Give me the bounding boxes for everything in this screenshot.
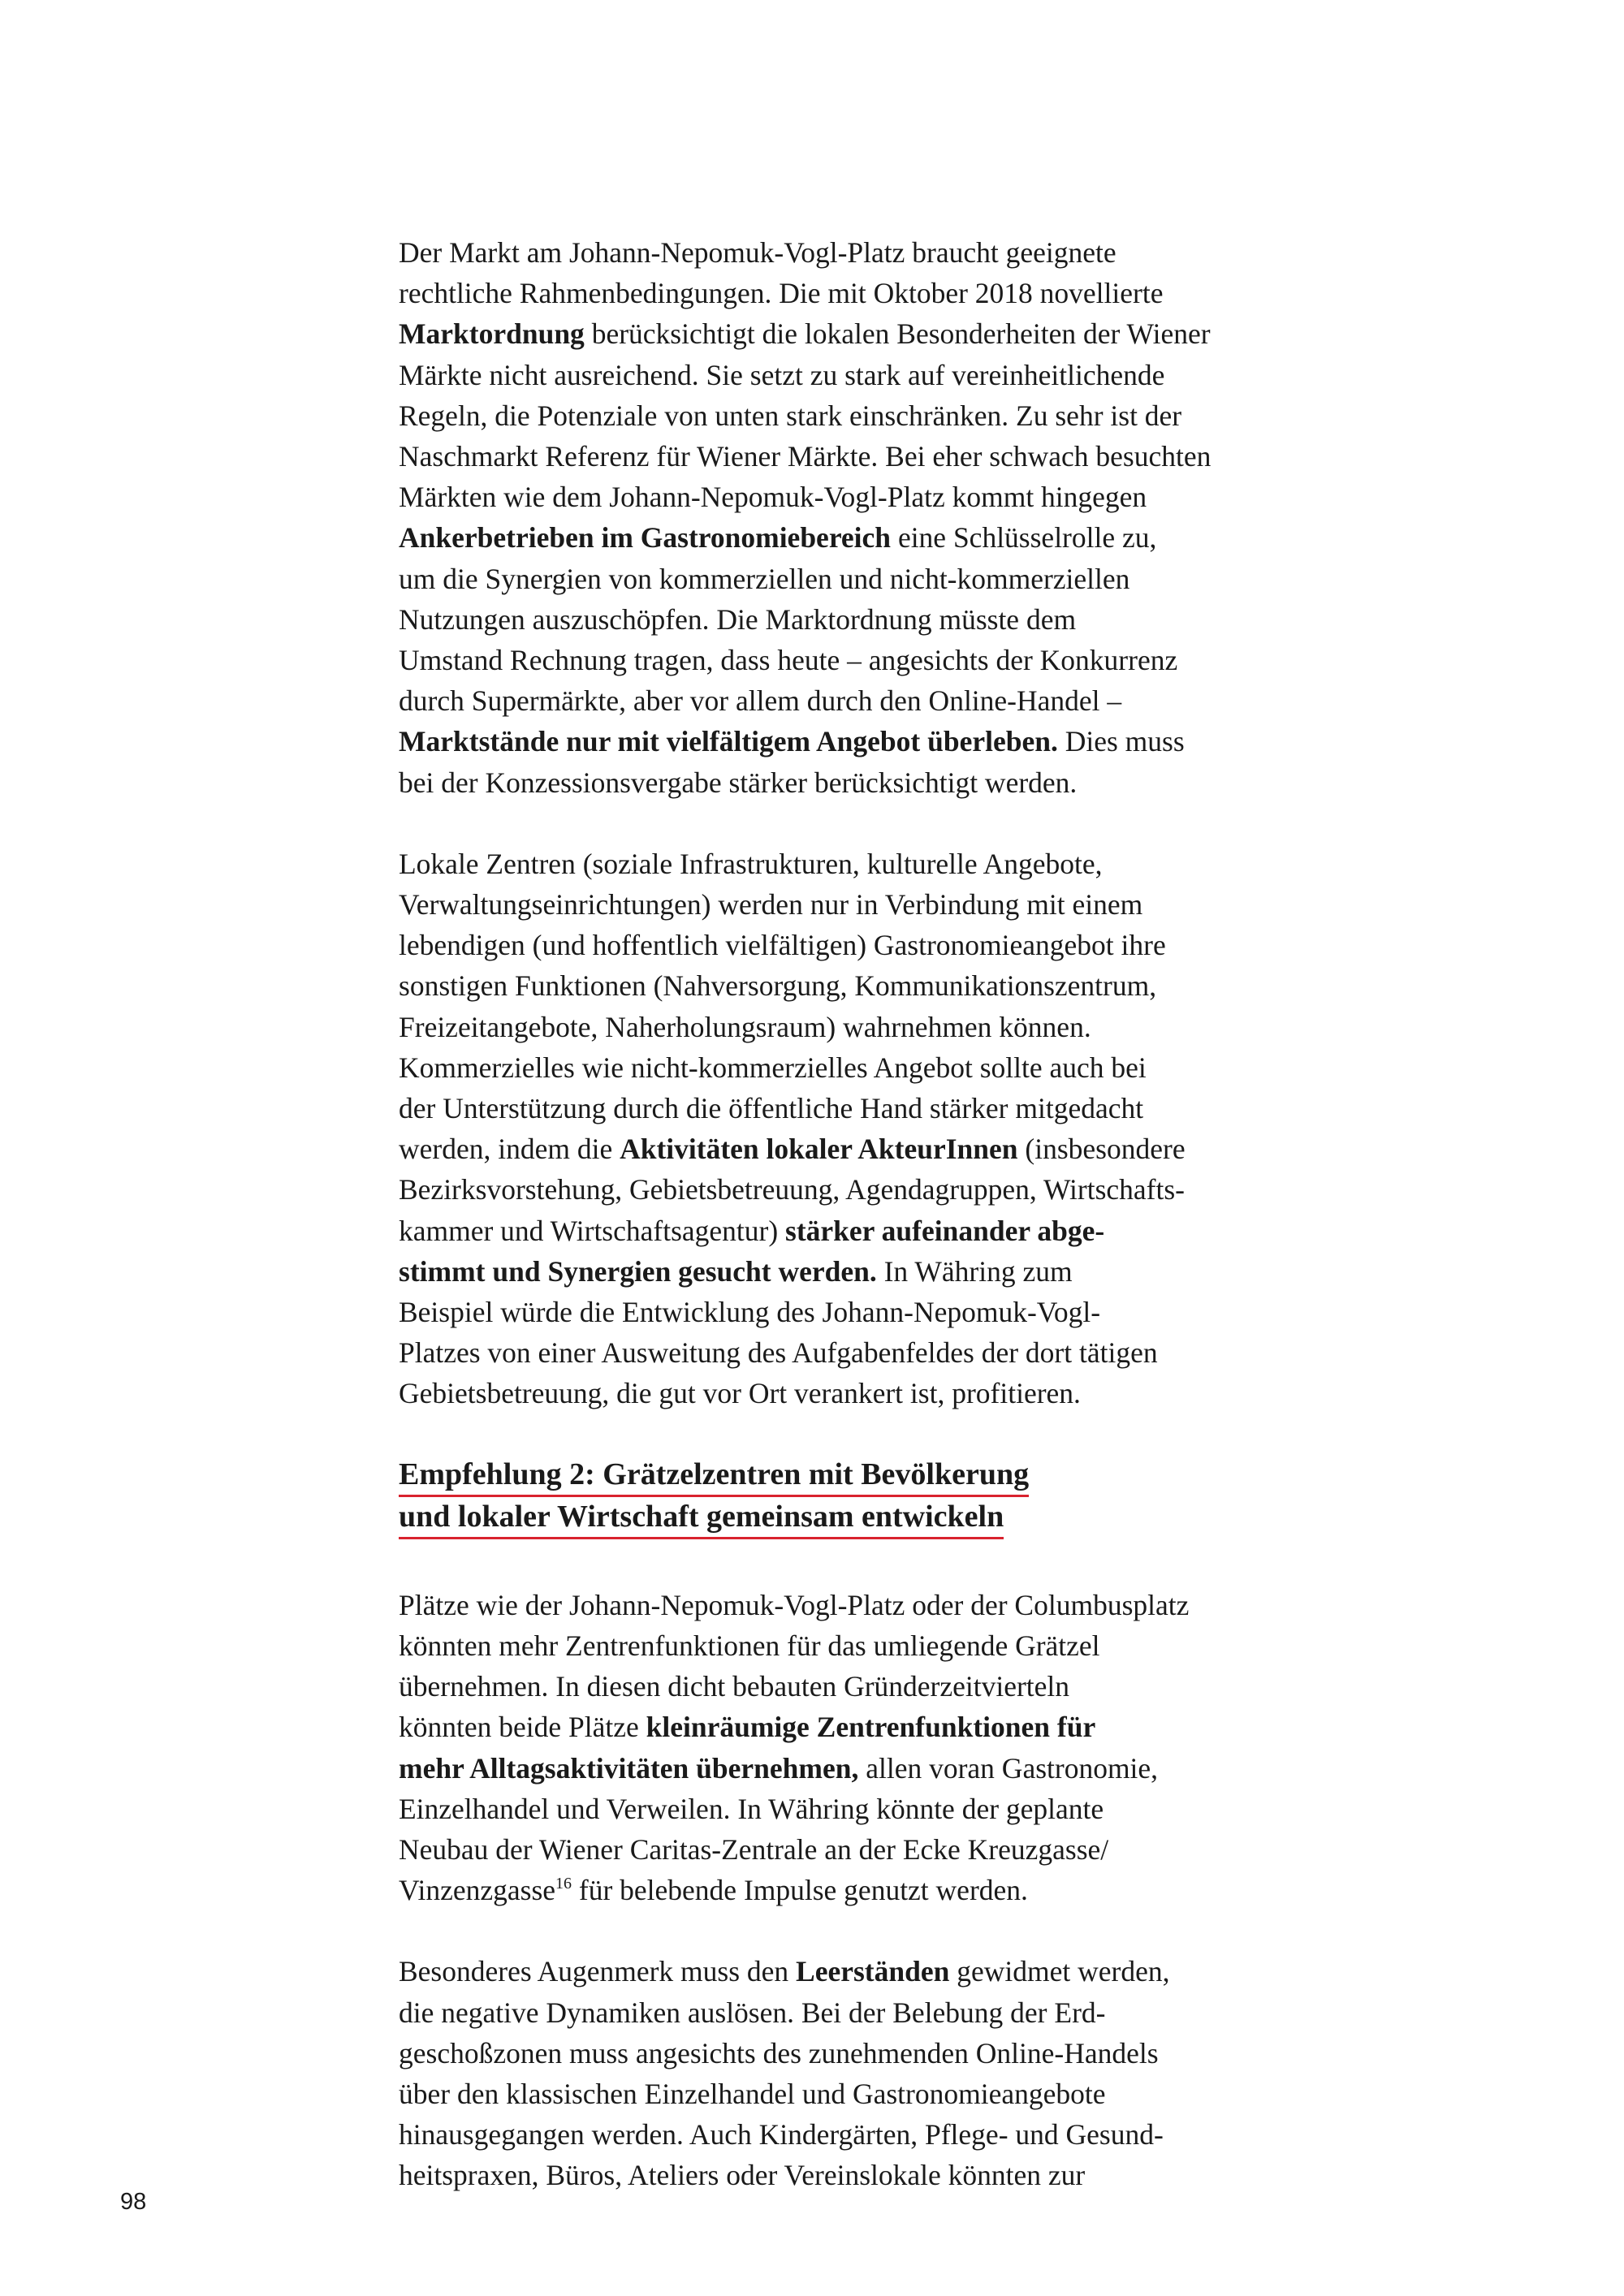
text-line: Märkte nicht ausreichend. Sie setzt zu stark auf vereinheitlichende: [399, 358, 1165, 391]
text-line: kammer und Wirtschaftsagentur) stärker aufeinander abge-: [399, 1214, 1105, 1247]
text-line: Ankerbetrieben im Gastronomiebereich eine Schlüsselrolle zu,: [399, 521, 1157, 555]
bold-term: kleinräumige Zentrenfunktionen für: [646, 1711, 1096, 1744]
text-line: Märkten wie dem Johann-Nepomuk-Vogl-Platz kommt hingegen: [399, 481, 1147, 514]
heading-line: Empfehlung 2: Grätzelzentren mit Bevölkerung: [399, 1455, 1029, 1497]
text-line: Verwaltungseinrichtungen) werden nur in Verbindung mit einem: [399, 888, 1143, 921]
text-line: Umstand Rechnung tragen, dass heute – angesichts der Konkurrenz: [399, 644, 1178, 677]
text-line: Beispiel würde die Entwicklung des Johann-Nepomuk-Vogl-: [399, 1296, 1101, 1329]
text-line: Neubau der Wiener Caritas-Zentrale an der Ecke Kreuzgasse/: [399, 1832, 1109, 1866]
text-line: lebendigen (und hoffentlich vielfältigen) Gastronomieangebot ihre: [399, 929, 1166, 962]
text-line: Naschmarkt Referenz für Wiener Märkte. Bei eher schwach besuchten: [399, 440, 1212, 473]
paragraph-market-regulation: [399, 232, 1284, 803]
text-line: Nutzungen auszuschöpfen. Die Marktordnung müsste dem: [399, 602, 1077, 636]
text-line: Besonderes Augenmerk muss den Leerständen gewidmet werden,: [399, 1955, 1170, 1988]
text-line: um die Synergien von kommerziellen und nicht-kommerziellen: [399, 562, 1130, 595]
heading-line: und lokaler Wirtschaft gemeinsam entwickeln: [399, 1497, 1004, 1539]
bold-term: mehr Alltagsaktivitäten übernehmen,: [399, 1751, 859, 1785]
text-line: geschoßzonen muss angesichts des zunehmenden Online-Handels: [399, 2036, 1159, 2069]
text-line: Kommerzielles wie nicht-kommerzielles Angebot sollte auch bei: [399, 1051, 1147, 1084]
paragraph-squares: [399, 1585, 1284, 1911]
text-line: Marktordnung berücksichtigt die lokalen Besonderheiten der Wiener: [399, 317, 1211, 351]
bold-term: Marktordnung: [399, 317, 585, 351]
paragraph-vacancies: [399, 1951, 1284, 2195]
bold-term: Aktivitäten lokaler AkteurInnen: [620, 1133, 1018, 1166]
text-line: hinausgegangen werden. Auch Kindergärten, Pflege- und Gesund-: [399, 2118, 1164, 2151]
bold-term: Marktstände nur mit vielfältigem Angebot überleben.: [399, 725, 1058, 758]
text-line: bei der Konzessionsvergabe stärker berücksichtigt werden.: [399, 766, 1078, 799]
text-line: die negative Dynamiken auslösen. Bei der Belebung der Erd-: [399, 1996, 1106, 2029]
text-line: Der Markt am Johann-Nepomuk-Vogl-Platz braucht geeignete: [399, 236, 1116, 269]
text-line: Bezirksvorstehung, Gebietsbetreuung, Agendagruppen, Wirtschafts-: [399, 1173, 1185, 1206]
bold-term: Ankerbetrieben im Gastronomiebereich: [399, 521, 892, 555]
text-line: übernehmen. In diesen dicht bebauten Gründerzeitvierteln: [399, 1670, 1070, 1703]
text-line: stimmt und Synergien gesucht werden. In Währing zum: [399, 1254, 1073, 1288]
text-line: durch Supermärkte, aber vor allem durch den Online-Handel –: [399, 684, 1122, 718]
text-line: Plätze wie der Johann-Nepomuk-Vogl-Platz oder der Columbusplatz: [399, 1588, 1190, 1621]
text-line: Freizeitangebote, Naherholungsraum) wahrnehmen können.: [399, 1010, 1091, 1043]
text-line: rechtliche Rahmenbedingungen. Die mit Oktober 2018 novellierte: [399, 277, 1164, 310]
text-line: der Unterstützung durch die öffentliche Hand stärker mitgedacht: [399, 1092, 1144, 1125]
bold-term: stimmt und Synergien gesucht werden.: [399, 1254, 877, 1288]
paragraph-local-centres: [399, 844, 1284, 1414]
text-line: Lokale Zentren (soziale Infrastrukturen, kulturelle Angebote,: [399, 847, 1103, 880]
text-line: Einzelhandel und Verweilen. In Währing könnte der geplante: [399, 1792, 1104, 1825]
text-line: werden, indem die Aktivitäten lokaler AkteurInnen (insbesondere: [399, 1133, 1186, 1166]
bold-term: Leerständen: [796, 1955, 950, 1988]
section-heading: [399, 1455, 1284, 1539]
text-line: könnten beide Plätze kleinräumige Zentrenfunktionen für: [399, 1711, 1096, 1744]
text-line: sonstigen Funktionen (Nahversorgung, Kommunikationszentrum,: [399, 969, 1157, 1003]
text-line: heitspraxen, Büros, Ateliers oder Vereinslokale könnten zur: [399, 2159, 1086, 2192]
text-line: Platzes von einer Ausweitung des Aufgabenfeldes der dort tätigen: [399, 1336, 1158, 1370]
text-line: mehr Alltagsaktivitäten übernehmen, allen voran Gastronomie,: [399, 1751, 1159, 1785]
text-line: Gebietsbetreuung, die gut vor Ort verankert ist, profitieren.: [399, 1377, 1081, 1410]
text-line: könnten mehr Zentrenfunktionen für das umliegende Grätzel: [399, 1629, 1100, 1662]
bold-term: stärker aufeinander abge-: [785, 1214, 1105, 1247]
page-number: 98: [120, 2189, 147, 2215]
footnote-marker: 16: [555, 1875, 572, 1893]
text-line: Regeln, die Potenziale von unten stark einschränken. Zu sehr ist der: [399, 399, 1182, 432]
text-line: Vinzenzgasse$^{16}$ für belebende Impulse genutzt werden.: [399, 1874, 1028, 1907]
text-line: Marktstände nur mit vielfältigem Angebot überleben. Dies muss: [399, 725, 1185, 758]
text-column: [399, 232, 1284, 2196]
text-line: über den klassischen Einzelhandel und Gastronomieangebote: [399, 2077, 1106, 2110]
